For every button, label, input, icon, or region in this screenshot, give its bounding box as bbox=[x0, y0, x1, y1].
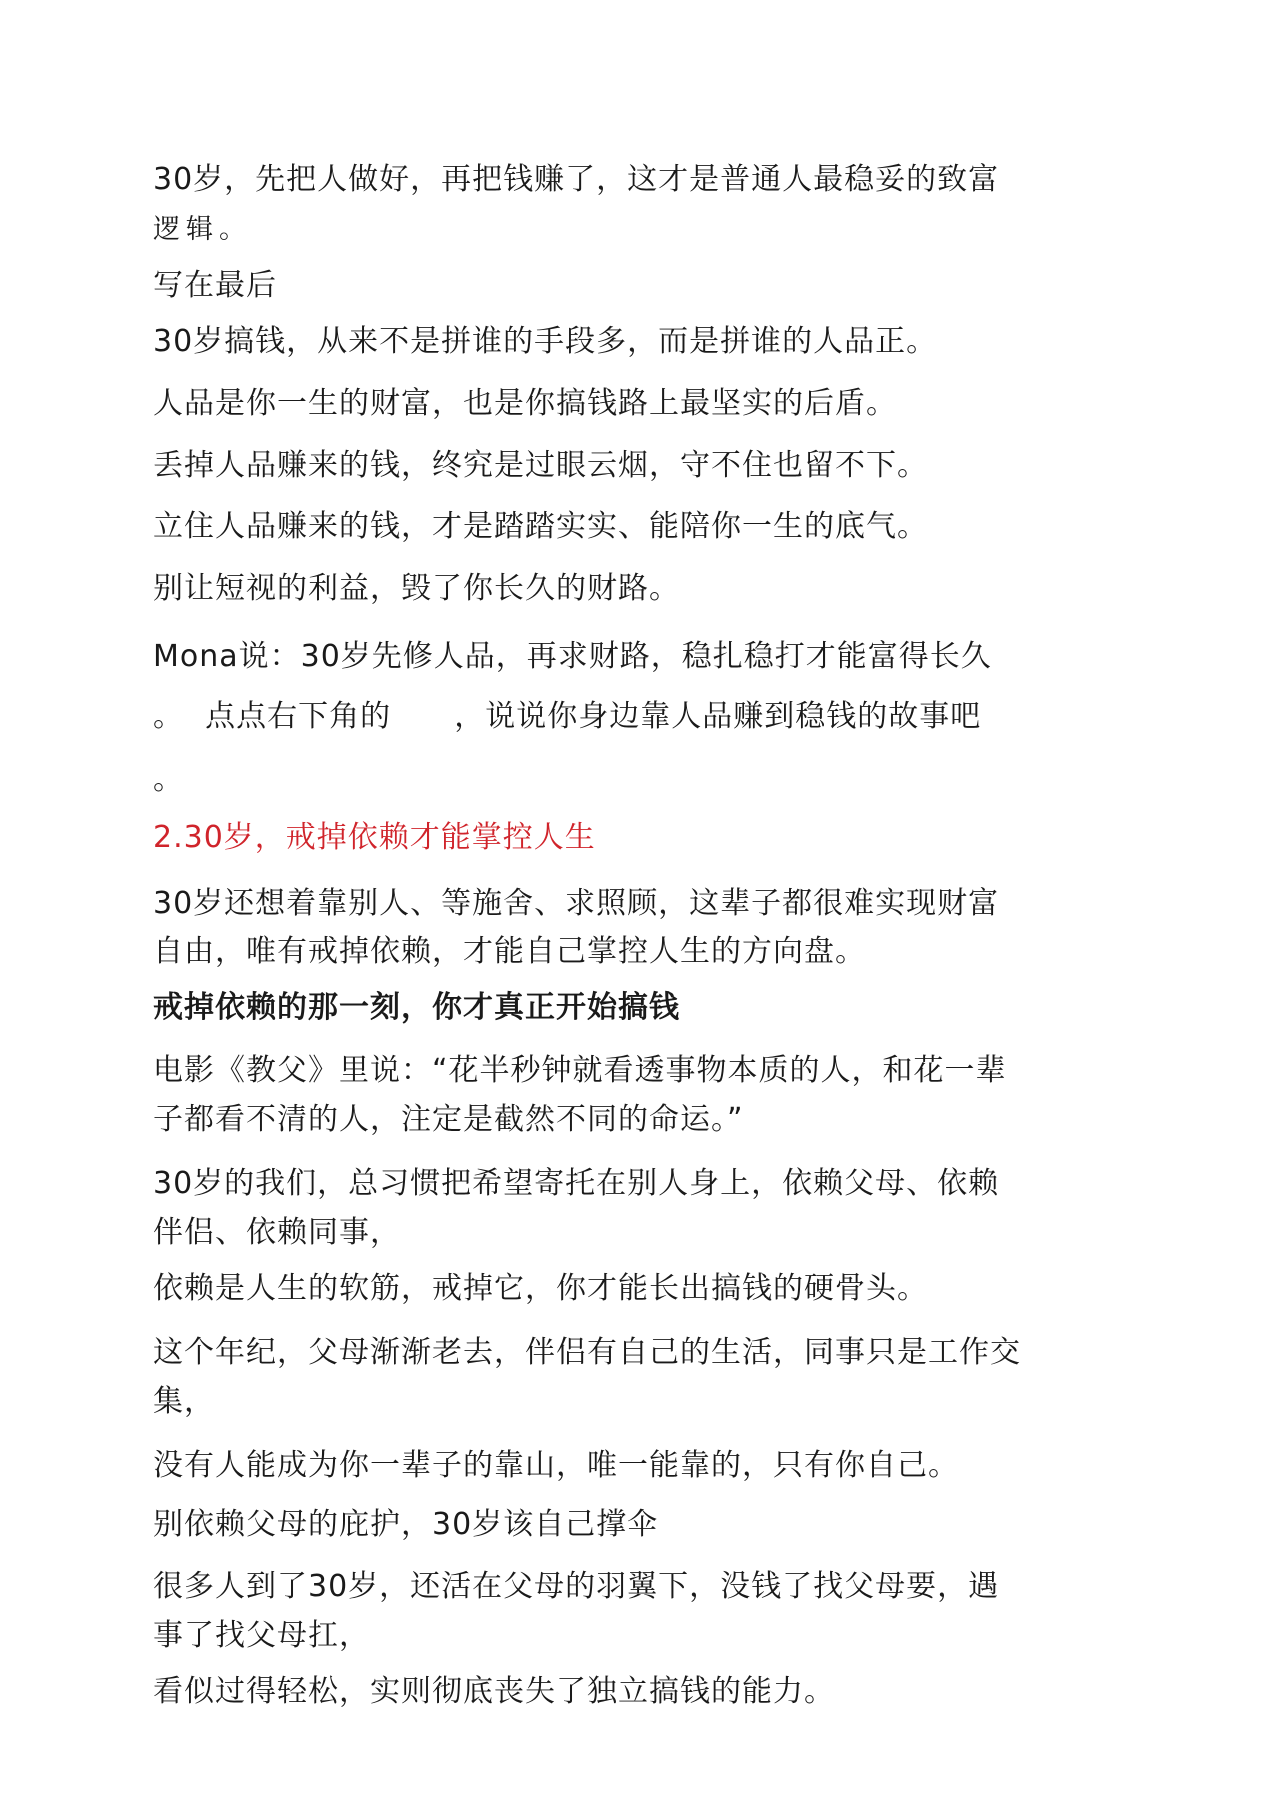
paragraph-line: 30岁，先把人做好，再把钱赚了，这才是普通人最稳妥的致富 bbox=[153, 162, 1000, 197]
paragraph-line: 30岁还想着靠别人、等施舍、求照顾，这辈子都很难实现财富 bbox=[153, 886, 1000, 921]
paragraph-line: Mona说：30岁先修人品，再求财路，稳扎稳打才能富得长久 bbox=[153, 639, 992, 674]
paragraph-line: 别让短视的利益，毁了你长久的财路。 bbox=[153, 571, 680, 606]
paragraph-line: 逻辑。 bbox=[153, 214, 252, 245]
paragraph-line: 30岁的我们，总习惯把希望寄托在别人身上，依赖父母、依赖 bbox=[153, 1166, 1000, 1201]
section-title: 写在最后 bbox=[153, 268, 277, 303]
paragraph-line: 30岁搞钱，从来不是拼谁的手段多，而是拼谁的人品正。 bbox=[153, 324, 938, 359]
paragraph-line: 。 点点右下角的 ，说说你身边靠人品赚到稳钱的故事吧 bbox=[153, 699, 982, 734]
paragraph-line: 这个年纪，父母渐渐老去，伴侣有自己的生活，同事只是工作交 bbox=[153, 1335, 1021, 1370]
paragraph-line: 电影《教父》里说：“花半秒钟就看透事物本质的人，和花一辈 bbox=[153, 1053, 1007, 1088]
paragraph-line: 丢掉人品赚来的钱，终究是过眼云烟，守不住也留不下。 bbox=[153, 448, 928, 483]
paragraph-line: 事了找父母扛， bbox=[153, 1618, 370, 1653]
paragraph-line: 看似过得轻松，实则彻底丧失了独立搞钱的能力。 bbox=[153, 1674, 835, 1709]
paragraph-line: 很多人到了30岁，还活在父母的羽翼下，没钱了找父母要，遇 bbox=[153, 1569, 1000, 1604]
paragraph-line: 人品是你一生的财富，也是你搞钱路上最坚实的后盾。 bbox=[153, 386, 897, 421]
bold-subheading: 戒掉依赖的那一刻，你才真正开始搞钱 bbox=[153, 990, 680, 1025]
paragraph-line: 立住人品赚来的钱，才是踏踏实实、能陪你一生的底气。 bbox=[153, 509, 928, 544]
paragraph-line: 别依赖父母的庇护，30岁该自己撑伞 bbox=[153, 1507, 659, 1542]
paragraph-line: 集， bbox=[153, 1384, 215, 1419]
paragraph-line: 自由，唯有戒掉依赖，才能自己掌控人生的方向盘。 bbox=[153, 934, 866, 969]
paragraph-line: 伴侣、依赖同事， bbox=[153, 1215, 401, 1250]
paragraph-line: 子都看不清的人，注定是截然不同的命运。” bbox=[153, 1102, 744, 1137]
paragraph-line: 没有人能成为你一辈子的靠山，唯一能靠的，只有你自己。 bbox=[153, 1448, 959, 1483]
paragraph-line: 依赖是人生的软筋，戒掉它，你才能长出搞钱的硬骨头。 bbox=[153, 1271, 928, 1306]
red-heading: 2.30岁，戒掉依赖才能掌控人生 bbox=[153, 820, 596, 855]
paragraph-line: 。 bbox=[153, 762, 184, 797]
